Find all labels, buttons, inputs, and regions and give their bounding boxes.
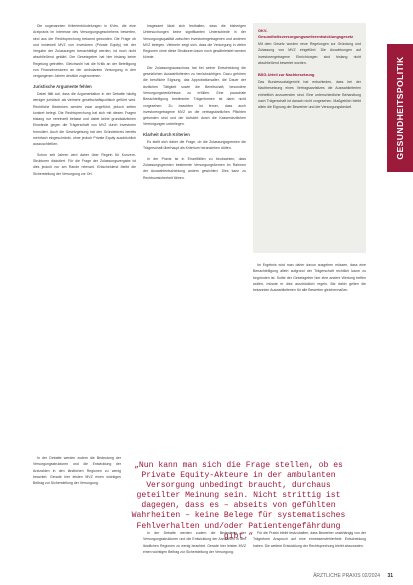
column-1-paragraph-3: Schon seit Jahren wird daher über Regeln für Konzern-Strukturen diskutiert. Für die Frage der Zulassungsvergabe ist dies jedoch nur am Rande relevant. Entscheidend bleibt die Sicherstellung der Versorgung vor Ort.: [33, 152, 136, 176]
column-2: [143, 23, 246, 453]
column-3-bottom-paragraph: Für die Praxis bleibt festzuhalten, dass Bewerber unabhängig von der Trägerform Anspruch auf eine ermessensfehlerfreie Entscheidung haben. Die weitere Entwicklung der Rechtsprechung bleibt abzuwarten.: [253, 531, 366, 548]
column-2-paragraph-4: In der Praxis ist in Einzelfällen zu beobachten, dass Zulassungsgremien bestimmte Versorgungsformen im Rahmen der Auswahlentscheidung anders gewichten. Dies kann zu Rechtsunsicherheit führen.: [143, 156, 246, 180]
column-2-heading: Klarheit durch Kriterien: [143, 131, 190, 137]
column-2-bottom: [143, 530, 246, 570]
column-1: [33, 23, 136, 453]
column-2-paragraph-1: Insgesamt lässt sich festhalten, dass die bisherigen Untersuchungen keine signifikanten Unterschiede in der Versorgungsqualität zwischen investorengetragenen und anderen MVZ belegen. Vielmehr zeigt sich, dass die Versorgung in vielen Regionen ohne diese Strukturen kaum noch gewährleistet werden könnte.: [143, 24, 246, 60]
footer-journal: ÄRZTLICHE PRAXIS 02/2024: [313, 573, 381, 579]
column-1-paragraph-2: Dabei fällt auf, dass die Argumentation in der Debatte häufig weniger juristisch als vielmehr gesellschaftspolitisch geführt wird. Rechtliche Bedenken werden zwar angeführt, jedoch selten konkret belegt. Die Rechtsprechung hat sich mit diesen Fragen bislang nur vereinzelt befasst und dabei keine grundsätzlichen Einwände gegen die Trägerschaft von MVZ durch Investoren formuliert. Auch die Gesetzgebung hat den Gründerkreis bereits mehrfach eingeschränkt, ohne jedoch Private Equity ausdrücklich auszuschließen.: [33, 91, 136, 147]
page-footer: [313, 573, 393, 579]
column-1-bottom-paragraph: In der Debatte werden zudem die Bedeutung der Versorgungsstrukturen und die Entwicklung der Arztzahlen in den ländlichen Regionen zu wenig beachtet. Gerade hier leisten MVZ einen wichtigen Beitrag zur Sicherstellung der Versorgung.: [33, 456, 121, 486]
column-1-paragraph-1: Die sogenannten Kriterienbündelungen in KVen, die eine Arztpraxis im Interesse des Versorgungsgeschehens bewerten, sind aus der Rechtsprechung bekannt geworden. Die Frage ob und inwieweit MVZ von Investoren (Private Equity) bei der Vergabe der Zulassungen benachteiligt werden, ist noch nicht abschließend geklärt. Der Gesetzgeber hat hier bislang keine Regelung getroffen. Gleichwohl hat die Kritik an der Beteiligung von Finanzinvestoren an der ambulanten Versorgung in den vergangenen Jahren deutlich zugenommen.: [33, 24, 136, 79]
info-box-paragraph-2: Das Bundessozialgericht hat entschieden, dass bei der Nachbesetzung eines Vertragsarztsitzes die Auswahlkriterien einheitlich anzuwenden sind. Eine unterschiedliche Behandlung nach Trägerschaft ist danach nicht vorgesehen. Maßgeblich bleibt allein die Eignung der Bewerber und der Versorgungsbedarf.: [258, 80, 361, 109]
pull-quote: „Nun kann man sich die Frage stellen, ob es Private Equity-Akteure in der ambulanten Versorgung unbedingt braucht, durchaus geteilter Meinung sein. Nicht strittig ist dagegen, dass es – abseits von gefühlten Wahrheiten – keine Belege für systematisches Fehlverhalten und/oder Patientengefährdung gibt.“: [131, 461, 346, 541]
column-2-bottom-paragraph: In der Debatte werden zudem die Bedeutung der Versorgungsstrukturen und die Entwicklung der Arztzahlen in den ländlichen Regionen zu wenig beachtet. Gerade hier leisten MVZ einen wichtigen Beitrag zur Sicherstellung der Versorgung.: [143, 531, 246, 554]
info-box: [258, 28, 361, 116]
column-3-paragraph-1: Im Ergebnis wird man daher davon ausgehen müssen, dass eine Benachteiligung allein aufgrund der Trägerschaft rechtlich kaum zu begründen ist. Sollte der Gesetzgeber hier eine andere Wertung treffen wollen, müsste er dies ausdrücklich regeln. Bis dahin gelten die bekannten Auswahlkriterien für alle Bewerber gleichermaßen.: [253, 263, 366, 293]
section-tab: [387, 0, 413, 585]
info-box-paragraph-1: Mit dem Gesetz wurden neue Regelungen zur Gründung und Zulassung von MVZ eingeführt. Die Auswirkungen auf investorengetragene Einrichtungen sind bislang nicht abschließend bewertet worden.: [258, 42, 361, 65]
column-2-paragraph-3: Es stellt sich daher die Frage, ob die Zulassungsgremien die Trägerschaft überhaupt als Kriterium heranziehen dürfen.: [143, 140, 246, 151]
column-3: [253, 262, 366, 452]
section-tab-label: GESUNDHEITSPOLITIK: [395, 56, 405, 160]
column-1-bottom: [33, 455, 121, 565]
column-1-heading: Juristische Argumente fehlen: [33, 83, 92, 89]
column-2-paragraph-2: Der Zulassungsausschuss hat bei seiner Entscheidung die gesetzlichen Auswahlkriterien zu berücksichtigen. Dazu gehören die berufliche Eignung, das Approbationsalter, die Dauer der ärztlichen Tätigkeit sowie die Bereitschaft, besondere Versorgungsbedürfnisse zu erfüllen. Eine pauschale Benachteiligung bestimmter Trägerformen ist darin nicht vorgesehen. Zu beachten ist ferner, dass auch investorengetragene MVZ an die vertragsärztlichen Pflichten gebunden sind und der Aufsicht durch die Kassenärztlichen Vereinigungen unterliegen.: [143, 65, 246, 127]
info-box-heading-2: BSG-Urteil zur Nachbesetzung: [258, 72, 315, 77]
column-3-bottom: [253, 530, 366, 570]
page-number: 31: [387, 573, 393, 579]
section-tab-band: [387, 44, 413, 172]
info-box-heading-1: GKV-Gesundheitsversorgungsweiterentwicklungsgesetz: [258, 28, 354, 40]
